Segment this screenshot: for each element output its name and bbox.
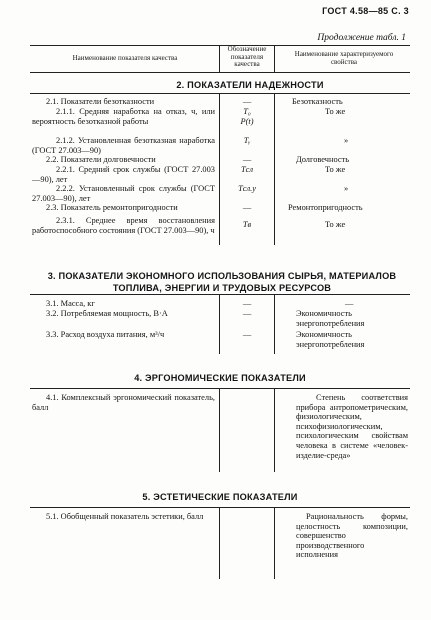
row-symbol: — (242, 330, 252, 339)
section-title: 3. ПОКАЗАТЕЛИ ЭКОНОМНОГО ИСПОЛЬЗОВАНИЯ СЫРЬЯ, МАТЕРИАЛОВ ТОПЛИВА, ЭНЕРГИИ И ТРУДОВЫХ РЕСУРСОВ (47, 271, 397, 293)
row-property: Степень соответствия прибора антропометрическим, физиологическим, психофизиологическим, психологическим свойствам человека в системе «человек-изделие-среда» (296, 393, 408, 460)
row-property: Безотказность (292, 97, 343, 106)
row-name: 2.2.1. Средний срок службы (ГОСТ 27.003—90), лет (32, 165, 215, 184)
row-name: 2.2.2. Установленный срок службы (ГОСТ 27.003—90), лет (32, 184, 215, 203)
row-symbol-alt: P(t) (240, 117, 254, 126)
row-property: — (345, 299, 354, 308)
col-divider (219, 45, 220, 72)
row-name: 3.2. Потребляемая мощность, В·А (46, 309, 168, 318)
row-symbol: — (242, 155, 252, 164)
row-symbol: — (242, 97, 252, 106)
row-name: 2.1. Показатели безотказности (46, 97, 155, 106)
section-title: 4. ЭРГОНОМИЧЕСКИЕ ПОКАЗАТЕЛИ (134, 373, 306, 383)
row-name: 3.3. Расход воздуха питания, м³/ч (46, 330, 165, 339)
row-name: 2.3. Показатель ремонтопригодности (46, 203, 178, 212)
row-name: 2.3.1. Среднее время восстановления работоспособного состояния (ГОСТ 27.003—90), ч (32, 216, 215, 235)
column-header-symbol: Обозначение показателя качества (227, 45, 267, 68)
section-title: 2. ПОКАЗАТЕЛИ НАДЕЖНОСТИ (176, 80, 324, 90)
doc-reference: ГОСТ 4.58—85 С. 3 (322, 6, 409, 16)
row-property: То же (325, 165, 346, 174)
row-symbol: Tв (242, 220, 252, 229)
row-property: » (344, 136, 349, 145)
row-symbol: T₀ (243, 107, 251, 116)
row-property: То же (325, 220, 346, 229)
section-rule (30, 93, 410, 94)
row-property: Долговечность (296, 155, 350, 164)
row-name: 4.1. Комплексный эргономический показатель, балл (32, 393, 215, 412)
col-divider (274, 388, 275, 472)
row-symbol: Tᵧ (243, 136, 251, 145)
section-rule (30, 294, 410, 295)
row-name: 2.2. Показатели долговечности (46, 155, 156, 164)
row-symbol: — (242, 299, 252, 308)
row-symbol: — (242, 309, 252, 318)
section-rule (30, 388, 410, 389)
column-header-property: Наименование характеризуемого свойства (294, 50, 394, 66)
row-symbol: Tсл.у (238, 184, 256, 193)
table-continuation-note: Продолжение табл. 1 (317, 33, 406, 43)
table-header-rule (30, 72, 410, 73)
col-divider (274, 507, 275, 579)
table-top-rule (30, 45, 410, 46)
row-name: 2.1.2. Установленная безотказная наработка (ГОСТ 27.003—90) (32, 136, 215, 155)
row-symbol: — (242, 203, 252, 212)
row-property: Рациональность формы, целостность композиции, совершенство производственного исполнения (296, 512, 408, 560)
column-header-name: Наименование показателя качества (72, 54, 178, 62)
row-property: Ремонтопригодность (288, 203, 363, 212)
row-property: Экономичность энергопотребления (296, 309, 365, 328)
section-rule (30, 507, 410, 508)
row-symbol: Tсл (240, 165, 254, 174)
section-title: 5. ЭСТЕТИЧЕСКИЕ ПОКАЗАТЕЛИ (142, 492, 298, 502)
row-property: То же (325, 107, 346, 116)
row-name: 3.1. Масса, кг (46, 299, 95, 308)
row-property: » (344, 184, 349, 193)
col-divider (274, 45, 275, 72)
row-name: 5.1. Обобщенный показатель эстетики, балл (46, 512, 204, 521)
col-divider (219, 507, 220, 579)
row-name: 2.1.1. Средняя наработка на отказ, ч, или вероятность безотказной работы (32, 107, 215, 126)
col-divider (219, 388, 220, 472)
row-property: Экономичность энергопотребления (296, 330, 365, 349)
